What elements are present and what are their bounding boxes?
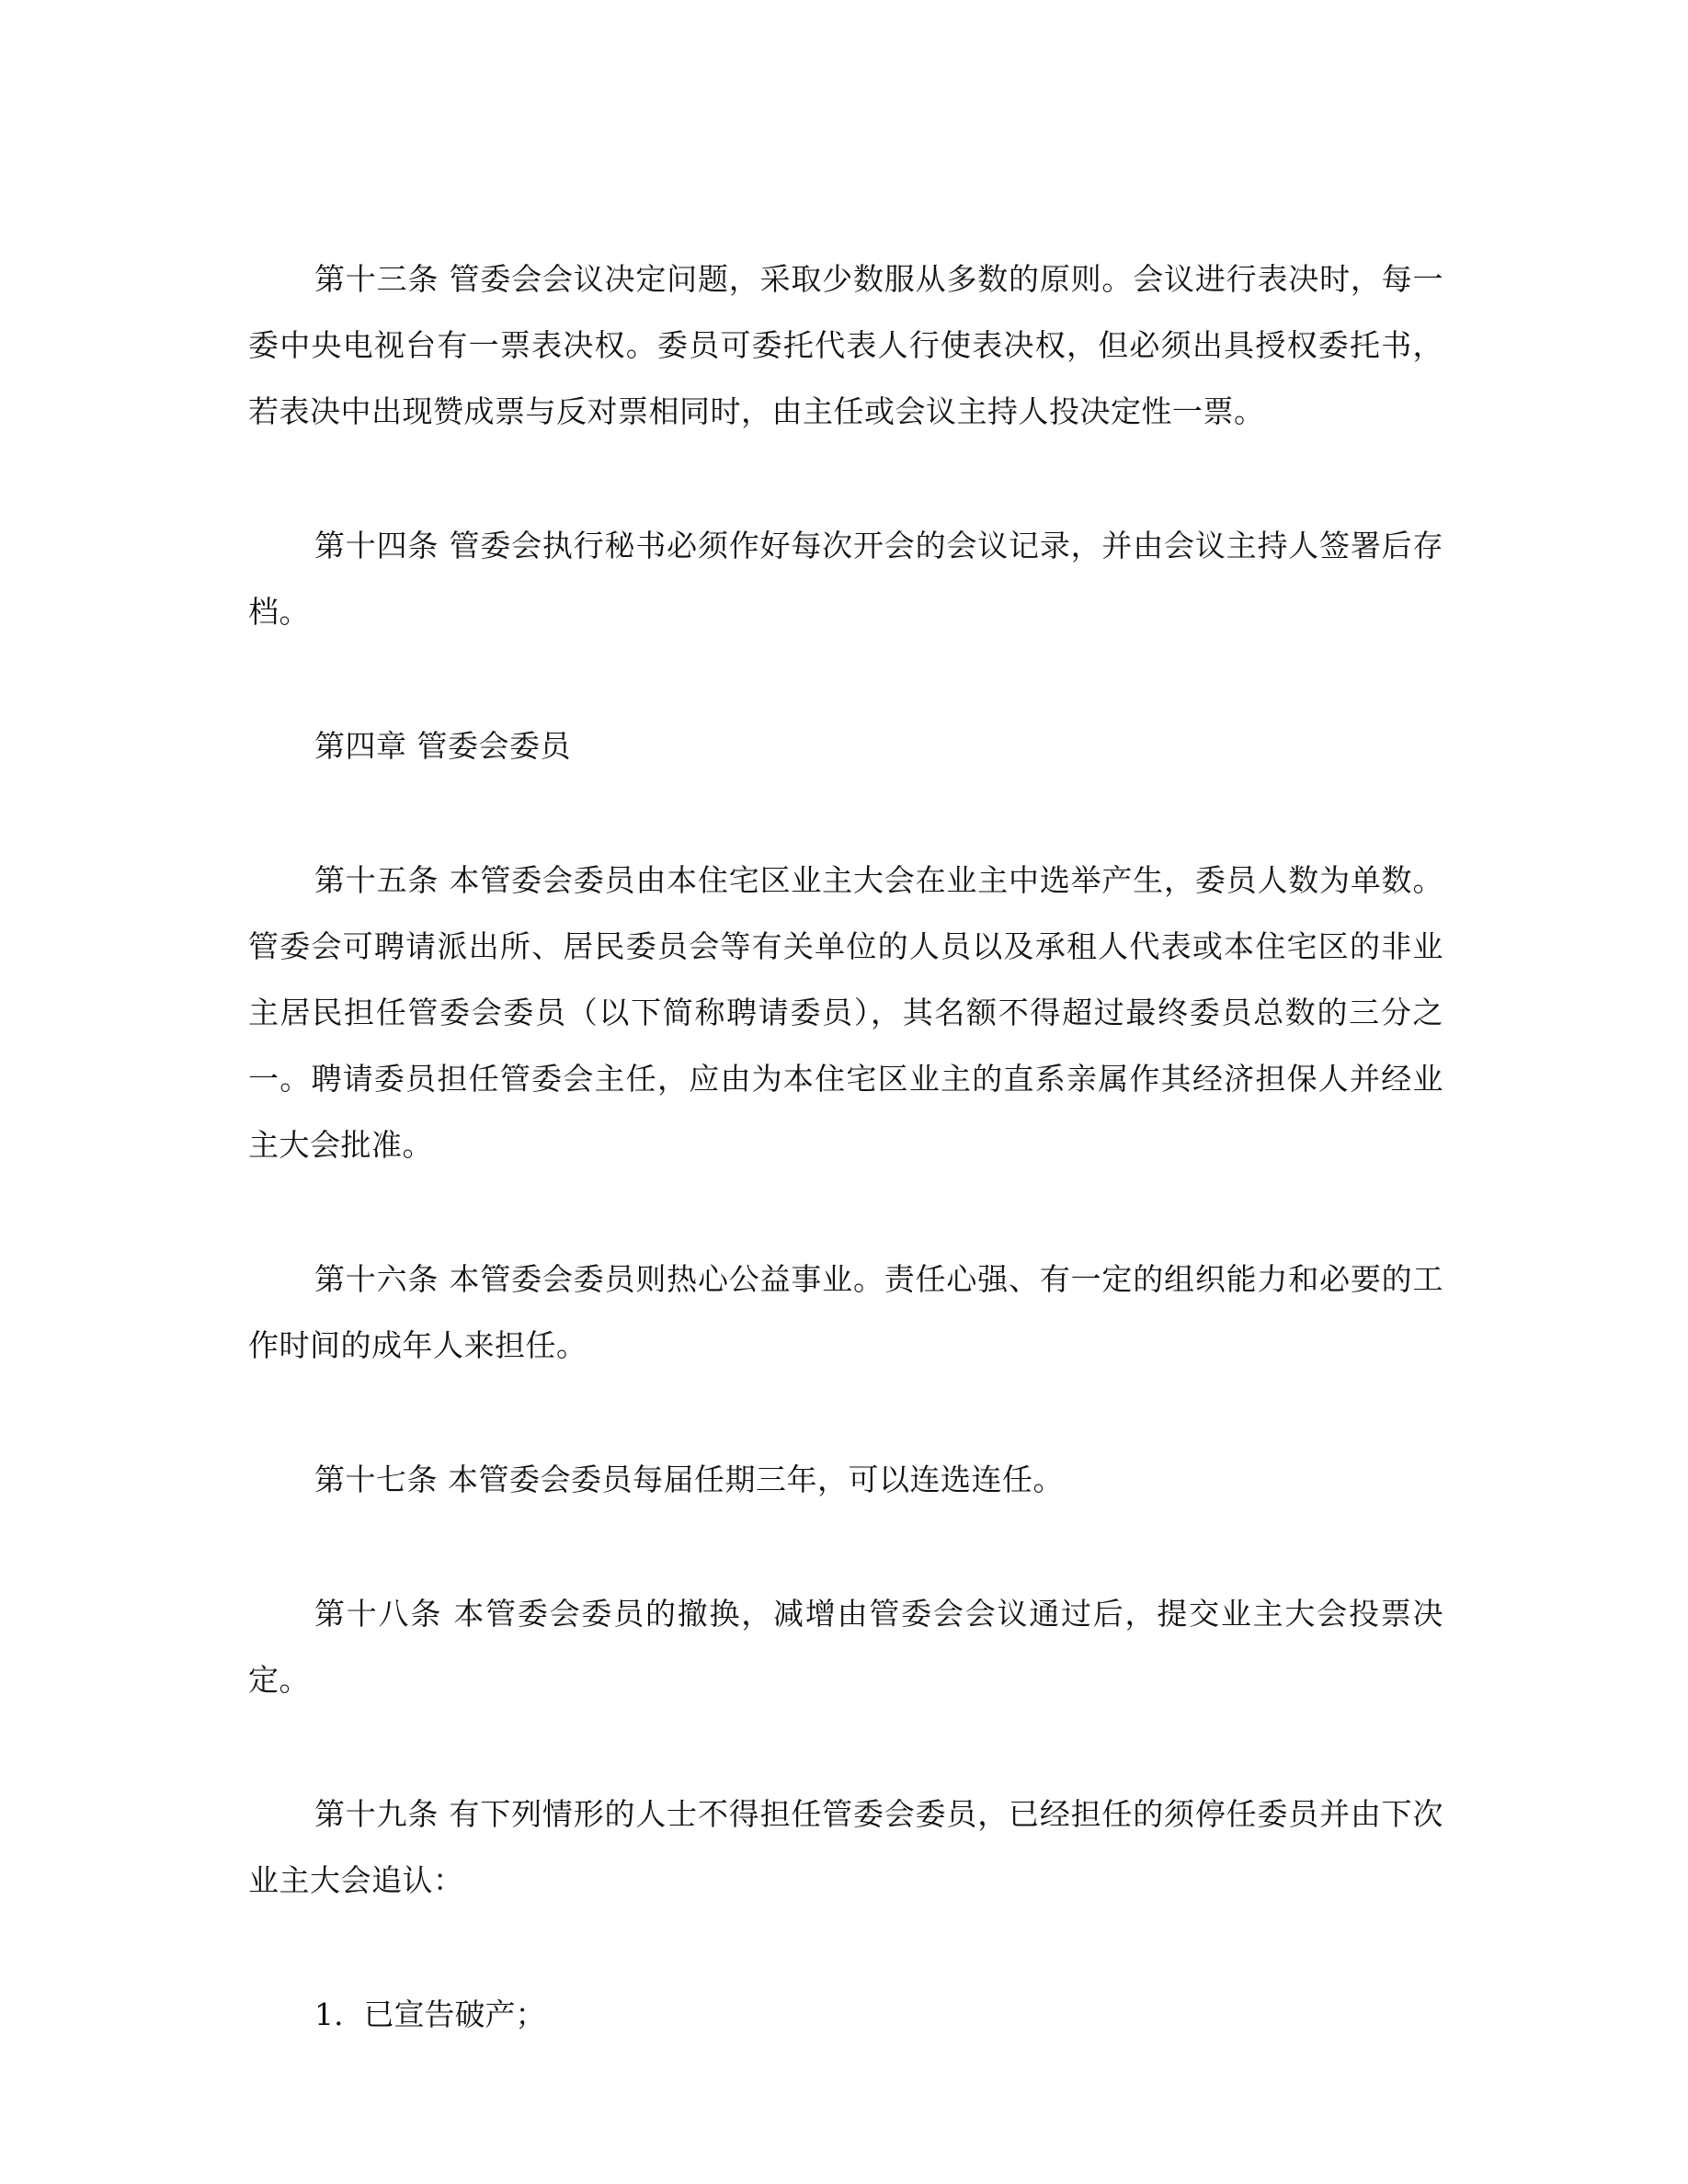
chapter-heading: 第四章 管委会委员 — [314, 728, 571, 764]
article-14: 第十四条 管委会执行秘书必须作好每次开会的会议记录，并由会议主持人签署后存档。 — [248, 528, 1443, 630]
list-item-text: 已宣告破产； — [363, 1996, 546, 2032]
article-19: 第十九条 有下列情形的人士不得担任管委会委员，已经担任的须停任委员并由下次业主大会追认： — [248, 1796, 1443, 1898]
article-15: 第十五条 本管委会委员由本住宅区业主大会在业主中选举产生，委员人数为单数。管委会可聘请派出所、居民委员会等有关单位的人员以及承租人代表或本住宅区的非业主居民担任管委会委员（以下简称聘请委员），其名额不得超过最终委员总数的三分之一。聘请委员担任管委会主任，应由为本住宅区业主的直系亲属作其经济担保人并经业主大会批准。 — [248, 862, 1443, 1163]
document-page — [248, 246, 1443, 2048]
article-13: 第十三条 管委会会议决定问题，采取少数服从多数的原则。会议进行表决时，每一委中央电视台有一票表决权。委员可委托代表人行使表决权，但必须出具授权委托书，若表决中出现赞成票与反对票相同时，由主任或会议主持人投决定性一票。 — [248, 261, 1443, 429]
list-item — [248, 1982, 1443, 2048]
list-item-number: 1. — [314, 1996, 344, 2032]
article-18: 第十八条 本管委会委员的撤换，减增由管委会会议通过后，提交业主大会投票决定。 — [248, 1596, 1443, 1698]
article-17: 第十七条 本管委会委员每届任期三年，可以连选连任。 — [314, 1462, 1064, 1497]
article-16: 第十六条 本管委会委员则热心公益事业。责任心强、有一定的组织能力和必要的工作时间的成年人来担任。 — [248, 1261, 1443, 1363]
